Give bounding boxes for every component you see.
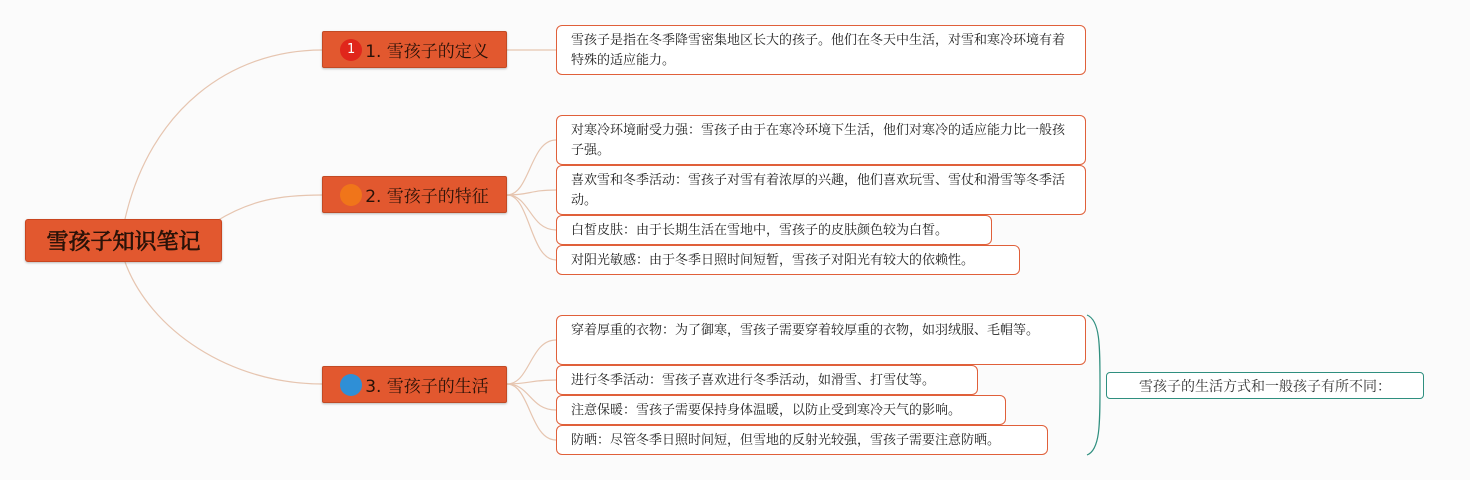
- branch-topic-definition[interactable]: [322, 31, 507, 68]
- summary-bracket: [1087, 315, 1100, 455]
- root-to-branch-2-line: [215, 195, 322, 222]
- subtopic-sun-sensitivity[interactable]: 对阳光敏感：由于冬季日照时间短暂，雪孩子对阳光有较大的依赖性。: [556, 245, 1020, 275]
- branch-topic-label: 2. 雪孩子的特征: [365, 187, 489, 207]
- subtopic-cold-tolerance[interactable]: 对寒冷环境耐受力强：雪孩子由于在寒冷环境下生活，他们对寒冷的适应能力比一般孩子强。: [556, 115, 1086, 165]
- central-topic[interactable]: 雪孩子知识笔记: [25, 219, 222, 262]
- priority-1-icon: 1: [340, 39, 362, 61]
- progress-marker-icon: [340, 184, 362, 206]
- branch-topic-features[interactable]: [322, 176, 507, 213]
- branch-topic-label: 1. 雪孩子的定义: [365, 42, 489, 62]
- subtopic-fair-skin[interactable]: 白皙皮肤：由于长期生活在雪地中，雪孩子的皮肤颜色较为白皙。: [556, 215, 992, 245]
- subtopic-sun-protection[interactable]: 防晒：尽管冬季日照时间短，但雪地的反射光较强，雪孩子需要注意防晒。: [556, 425, 1048, 455]
- summary-topic[interactable]: 雪孩子的生活方式和一般孩子有所不同：: [1106, 372, 1424, 399]
- root-to-branch-1-line: [125, 50, 322, 219]
- branch-3-leaf-line-4: [507, 384, 556, 440]
- branch-topic-life[interactable]: [322, 366, 507, 403]
- branch-2-leaf-line-1: [507, 140, 556, 195]
- subtopic-winter-activities[interactable]: 喜欢雪和冬季活动：雪孩子对雪有着浓厚的兴趣，他们喜欢玩雪、雪仗和滑雪等冬季活动。: [556, 165, 1086, 215]
- branch-3-leaf-line-3: [507, 384, 556, 410]
- subtopic-heavy-clothing[interactable]: 穿着厚重的衣物：为了御寒，雪孩子需要穿着较厚重的衣物，如羽绒服、毛帽等。: [556, 315, 1086, 365]
- branch-2-leaf-line-4: [507, 195, 556, 260]
- branch-topic-label: 3. 雪孩子的生活: [365, 377, 489, 397]
- root-to-branch-3-line: [125, 262, 322, 384]
- subtopic-definition[interactable]: 雪孩子是指在冬季降雪密集地区长大的孩子。他们在冬天中生活，对雪和寒冷环境有着特殊的适应能力。: [556, 25, 1086, 75]
- subtopic-keep-warm[interactable]: 注意保暖：雪孩子需要保持身体温暖，以防止受到寒冷天气的影响。: [556, 395, 1006, 425]
- progress-marker-icon: [340, 374, 362, 396]
- branch-2-leaf-line-3: [507, 195, 556, 230]
- branch-3-leaf-line-1: [507, 340, 556, 384]
- subtopic-winter-sports[interactable]: 进行冬季活动：雪孩子喜欢进行冬季活动，如滑雪、打雪仗等。: [556, 365, 978, 395]
